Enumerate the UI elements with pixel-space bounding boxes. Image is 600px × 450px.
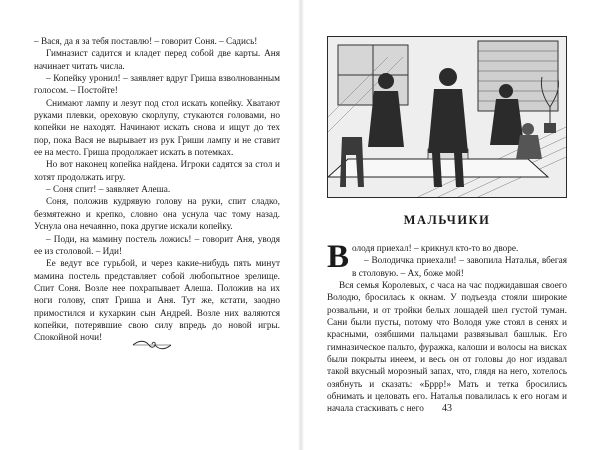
left-page-text — [34, 36, 280, 345]
right-paragraph: Вся семья Королевых, с часа на час поджидавшая своего Володю, бросилась к окнам. У подъезда стояли широкие розвальни, и от тройки белых лошадей шел густой туман. Сани были пусты, потому что Володя уже стоял в сенях и красными, озябшими пальцами развязывал башлык. Его гимназическое пальто, фуражка, калоши и волосы на висках были покрыты инеем, и весь он от головы до ног издавал такой вкусный морозный запах, что, глядя на него, хотелось озябнуть и сказать: «Бррр!» Мать и тетка бросились обнимать и целовать его. Наталья повалилась к его ногам и начала стаскивать с него — [327, 281, 567, 415]
left-paragraph: – Поди, на мамину постель ложись! – говорит Аня, уводя ее из столовой. – Иди! — [34, 234, 280, 257]
flourish-ornament-icon — [131, 338, 173, 350]
left-paragraph: Снимают лампу и лезут под стол искать копейку. Хватают руками плевки, ореховую скорлупу, стукаются головами, но копейки не находят. Начинают искать снова и ищут до тех пор, пока Вася не вырывает из рук Гриши лампу и не ставит ее на место. Гриша продолжает искать в потемках. — [34, 98, 280, 159]
left-paragraph: – Копейку уронил! – заявляет вдруг Гриша взволнованным голосом. – Постойте! — [34, 74, 280, 97]
left-paragraph: – Соня спит! – заявляет Алеша. — [46, 185, 171, 196]
engraving-illustration — [327, 36, 567, 198]
left-paragraph: Но вот наконец копейка найдена. Игроки садятся за стол и хотят продолжать игру. — [34, 160, 280, 183]
story-title: МАЛЬЧИКИ — [403, 213, 491, 227]
left-paragraph: Ее ведут все гурьбой, и через какие-нибудь пять минут мамина постель представляет собой любопытное зрелище. Спит Соня. Возле нее похрапывает Алеша. Положив на их ноги голову, спят Гриша и Аня. Тут же, кстати, заодно примостился и кухаркин сын Андрей. Возле них валяются копейки, потерявшие свою силу впредь до новой игры. Спокойной ночи! — [34, 259, 280, 344]
dropcap-letter: В — [327, 239, 350, 275]
right-page-text — [327, 239, 567, 416]
page-number: 43 — [442, 403, 452, 414]
first-paragraph-text: олодя приехал! – крикнул кто-то во дворе. — [352, 244, 519, 254]
left-paragraph: Соня, положив кудрявую голову на руки, спит сладко, безмятежно и крепко, словно она уснула час тому назад. Уснула она нечаянно, пока другие искали копейку. — [34, 197, 280, 233]
book-gutter — [298, 0, 304, 450]
left-paragraph: – Вася, да я за тебя поставлю! – говорит Соня. – Садись! — [34, 37, 258, 47]
right-paragraph: – Володичка приехали! – завопила Наталья, вбегая в столовую. – Ах, боже мой! — [352, 256, 567, 279]
left-paragraph: Гимназист садится и кладет перед собой две карты. Аня начинает читать числа. — [34, 49, 280, 72]
